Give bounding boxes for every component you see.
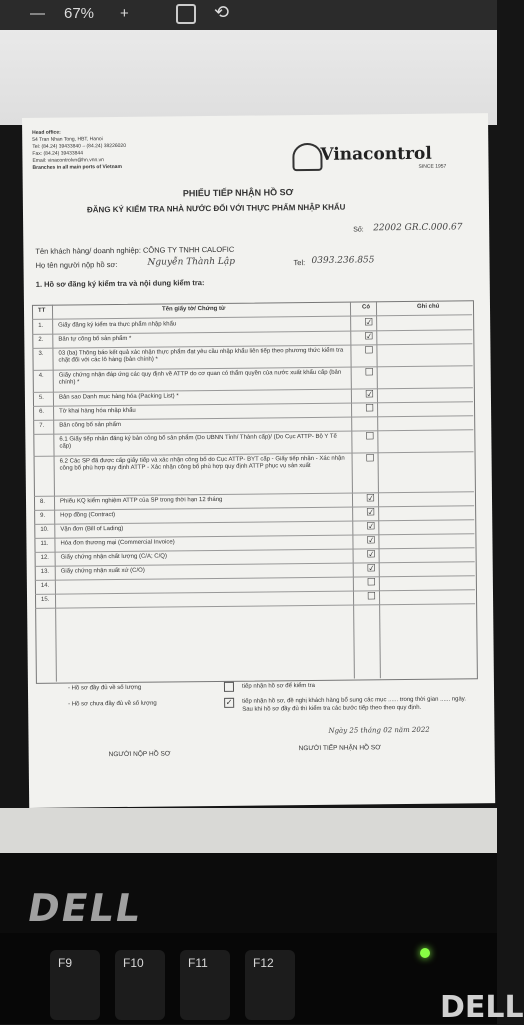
- row-checkbox[interactable]: ☐: [364, 345, 374, 357]
- row-document-name: Giấy chứng nhận chất lượng (C/A; C/Q): [60, 553, 167, 561]
- row-checkbox[interactable]: ☑: [364, 331, 374, 343]
- row-number: 2.: [38, 336, 44, 343]
- row-document-name: Hợp đồng (Contract): [60, 512, 116, 519]
- dell-logo: DELL: [24, 886, 146, 930]
- signature-receiver-label: NGƯỜI TIẾP NHẬN HỒ SƠ: [298, 744, 381, 753]
- key-f9[interactable]: F9: [50, 950, 100, 1020]
- row-checkbox[interactable]: ☐: [366, 577, 376, 589]
- key-f10[interactable]: F10: [115, 950, 165, 1020]
- row-number: 6.: [39, 408, 45, 415]
- office-branches: Branches in all main ports of Vietnam: [32, 163, 122, 171]
- col-name-header: Tên giấy tờ/ Chứng từ: [161, 305, 226, 313]
- row-document-name: Hóa đơn thương mại (Commercial Invoice): [60, 539, 175, 547]
- row-checkbox[interactable]: ☐: [365, 453, 375, 465]
- section-1-heading: 1. Hồ sơ đăng ký kiểm tra và nội dung kiểm tra:: [35, 278, 205, 289]
- office-email: Email: vinacontrolvn@hn.vnn.vn: [32, 157, 104, 164]
- tel-value: 0393.236.855: [311, 255, 375, 266]
- row-number: 9.: [40, 512, 46, 519]
- row-checkbox[interactable]: ☐: [364, 367, 374, 379]
- row-document-name: Vận đơn (Bill of Lading): [60, 525, 124, 533]
- footer-line-1: - Hồ sơ đầy đủ về số lượng: [67, 684, 142, 692]
- footer-line-1b: tiếp nhận hồ sơ để kiểm tra: [241, 682, 315, 690]
- viewer-toolbar: [0, 0, 497, 30]
- row-checkbox[interactable]: ☐: [365, 431, 375, 443]
- doc-date: Ngày 25 tháng 02 năm 2022: [328, 725, 430, 735]
- zoom-level: 67%: [64, 5, 95, 22]
- col-note-header: Ghi chú: [416, 303, 440, 310]
- doc-number-label: Số:: [353, 226, 364, 234]
- vinacontrol-logo-icon: [292, 143, 322, 171]
- col-tt-header: TT: [37, 307, 46, 314]
- footer-checkbox-1[interactable]: [224, 682, 234, 692]
- row-number: 15.: [41, 596, 50, 603]
- row-checkbox[interactable]: ☑: [366, 535, 376, 547]
- office-address: 54 Tran Nhan Tong, HBT, Hanoi: [32, 136, 103, 143]
- key-f12[interactable]: F12: [245, 950, 295, 1020]
- zoom-out-button[interactable]: —: [30, 5, 45, 22]
- row-checkbox[interactable]: ☑: [364, 317, 374, 329]
- row-document-name: 6.2 Các SP đã được cấp giấy tiếp và xác nhận công bố do Cục ATTP- BYT cấp - Giấy tiếp nhận - Xác nhận công bố phù hợp quy định ATTP - Xác nhận công bố phù hợp quy định ATTP phục vụ sản xuất: [59, 455, 345, 472]
- row-document-name: [61, 594, 351, 597]
- dell-logo-keyboard: DELL: [440, 990, 524, 1025]
- doc-subtitle: ĐĂNG KÝ KIỂM TRA NHÀ NƯỚC ĐỐI VỚI THỰC PHẨM NHẬP KHẨU: [86, 202, 346, 215]
- footer-line-2: - Hồ sơ chưa đầy đủ về số lượng: [68, 700, 157, 708]
- submitter-value: Nguyễn Thành Lập: [147, 256, 236, 268]
- row-number: 10.: [40, 526, 49, 533]
- row-document-name: Giấy chứng nhận đáp ứng các quy định về ATTP do cơ quan có thẩm quyền của nước xuất khẩu cấp (bản chính) *: [58, 369, 342, 386]
- key-f11[interactable]: F11: [180, 950, 230, 1020]
- row-document-name: 6.1 Giấy tiếp nhận đăng ký bản công bố sản phẩm (Do UBNN Tỉnh/ Thành cấp)/ (Do Cục ATTP- Bộ Y Tế cấp): [59, 433, 337, 450]
- row-checkbox[interactable]: ☑: [366, 549, 376, 561]
- row-checkbox[interactable]: ☑: [366, 563, 376, 575]
- row-checkbox[interactable]: ☑: [366, 521, 376, 533]
- doc-number-value: 22002 GR.C.000.67: [373, 222, 463, 234]
- row-document-name: Tờ khai hàng hóa nhập khẩu: [59, 407, 136, 415]
- office-head: Head office:: [32, 129, 61, 136]
- power-led: [420, 948, 430, 958]
- row-document-name: Phiếu KQ kiểm nghiệm ATTP của SP trong thời hạn 12 tháng: [59, 496, 223, 505]
- row-number: 3.: [38, 350, 44, 357]
- row-document-name: 03 (ba) Thông báo kết quả xác nhận thực phẩm đạt yêu cầu nhập khẩu liên tiếp theo phương thức kiểm tra chặt đối với các lô hàng (bản chính) *: [58, 347, 344, 364]
- footer-line-2b: tiếp nhận hồ sơ, đề nghị khách hàng bổ sung các mục ...... trong thời gian ...... ngày. Sau khi hồ sơ đầy đủ thì kiểm tra các bước tiếp theo theo quy định.: [242, 696, 467, 713]
- row-checkbox[interactable]: ☐: [365, 403, 375, 415]
- row-number: 13.: [40, 568, 50, 575]
- row-document-name: Giấy đăng ký kiểm tra thực phẩm nhập khẩu: [58, 321, 177, 329]
- tel-label: Tel:: [293, 258, 306, 268]
- screen-bottom: [0, 808, 497, 853]
- brand-since: SINCE 1957: [418, 163, 447, 170]
- row-number: 12.: [40, 554, 49, 561]
- submitter-label: Họ tên người nộp hồ sơ:: [35, 260, 118, 270]
- row-number: 4.: [38, 372, 44, 379]
- col-co-header: Có: [361, 304, 371, 311]
- row-number: 5.: [38, 394, 44, 401]
- fit-page-icon[interactable]: [176, 4, 196, 24]
- row-checkbox[interactable]: ☑: [364, 389, 374, 401]
- zoom-in-button[interactable]: +: [120, 5, 129, 22]
- row-checkbox[interactable]: ☑: [366, 507, 376, 519]
- document-page: [22, 113, 495, 808]
- row-checkbox[interactable]: ☑: [365, 493, 376, 505]
- row-checkbox[interactable]: ☐: [366, 591, 377, 603]
- footer-checkbox-2[interactable]: ✓: [225, 697, 233, 707]
- office-tel: Tel: (84.24) 39433840 – (84.24) 38226020: [32, 142, 127, 150]
- row-document-name: Bản công bố sản phẩm: [59, 421, 121, 429]
- row-number: 7.: [39, 422, 45, 429]
- row-number: 1.: [38, 322, 44, 329]
- table-row: [34, 451, 474, 497]
- row-document-name: [61, 580, 351, 583]
- office-fax: Fax: (84.24) 39433844: [32, 150, 83, 157]
- row-number: 14.: [40, 582, 50, 589]
- doc-title: PHIẾU TIẾP NHẬN HỒ SƠ: [182, 187, 294, 199]
- brand-name: Vinacontrol: [320, 143, 432, 165]
- customer-name: Tên khách hàng/ doanh nghiệp: CÔNG TY TNHH CALOFIC: [35, 244, 235, 256]
- row-number: 8.: [39, 498, 46, 505]
- screen-background: [0, 30, 497, 125]
- row-document-name: Bản tự công bố sản phẩm *: [58, 335, 132, 343]
- row-document-name: Giấy chứng nhận xuất xứ (C/O): [60, 567, 145, 575]
- signature-submitter-label: NGƯỜI NỘP HỒ SƠ: [108, 750, 171, 759]
- row-document-name: Bản sao Danh mục hàng hóa (Packing List) *: [58, 393, 179, 401]
- row-number: 11.: [40, 540, 49, 547]
- rotate-icon[interactable]: ⟲: [214, 2, 230, 22]
